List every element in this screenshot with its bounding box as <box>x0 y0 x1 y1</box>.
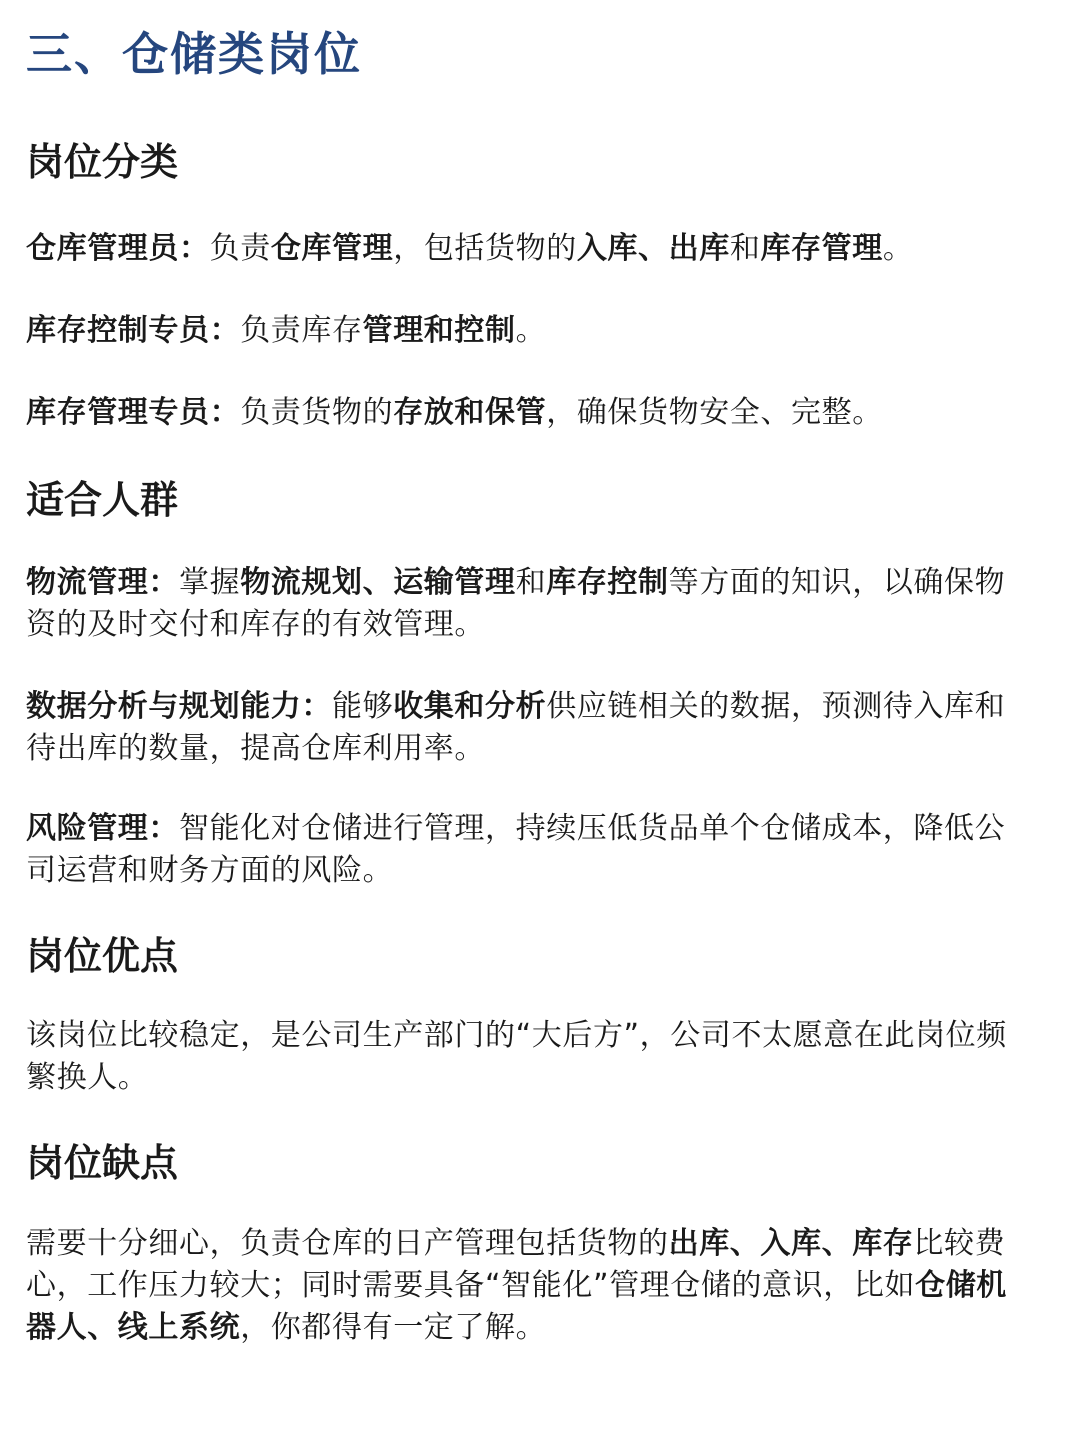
section-heading-suitable-people: 适合人群 <box>26 478 179 522</box>
section-heading-disadvantages: 岗位缺点 <box>26 1141 179 1185</box>
paragraph-warehouse-keeper: 仓库管理员：负责仓库管理，包括货物的入库、出库和库存管理。 <box>26 231 914 266</box>
paragraph-inventory-control-specialist: 库存控制专员：负责库存管理和控制。 <box>26 313 547 348</box>
term-label: 物流管理： <box>26 565 179 600</box>
section-heading-advantages: 岗位优点 <box>26 934 179 978</box>
paragraph-data-analysis: 数据分析与规划能力：能够收集和分析供应链相关的数据，预测待入库和待出库的数量，提高仓库利用率。 <box>26 689 1006 766</box>
section-heading-categories: 岗位分类 <box>26 140 179 184</box>
paragraph-inventory-management-specialist: 库存管理专员：负责货物的存放和保管，确保货物安全、完整。 <box>26 395 883 430</box>
term-label: 风险管理： <box>26 811 179 846</box>
term-label: 库存控制专员： <box>26 313 241 348</box>
paragraph-disadvantages: 需要十分细心，负责仓库的日产管理包括货物的出库、入库、库存比较费心，工作压力较大；同时需要具备“智能化”管理仓储的意识，比如仓储机器人、线上系统，你都得有一定了解。 <box>26 1226 1007 1345</box>
paragraph-logistics-management: 物流管理：掌握物流规划、运输管理和库存控制等方面的知识，以确保物资的及时交付和库存的有效管理。 <box>26 565 1006 642</box>
term-label: 数据分析与规划能力： <box>26 689 332 724</box>
page-title: 三、仓储类岗位 <box>26 27 362 81</box>
paragraph-risk-management: 风险管理：智能化对仓储进行管理，持续压低货品单个仓储成本，降低公司运营和财务方面的风险。 <box>26 811 1006 888</box>
paragraph-advantages: 该岗位比较稳定，是公司生产部门的“大后方”，公司不太愿意在此岗位频繁换人。 <box>26 1018 1007 1095</box>
term-label: 仓库管理员： <box>26 231 210 266</box>
term-label: 库存管理专员： <box>26 395 241 430</box>
